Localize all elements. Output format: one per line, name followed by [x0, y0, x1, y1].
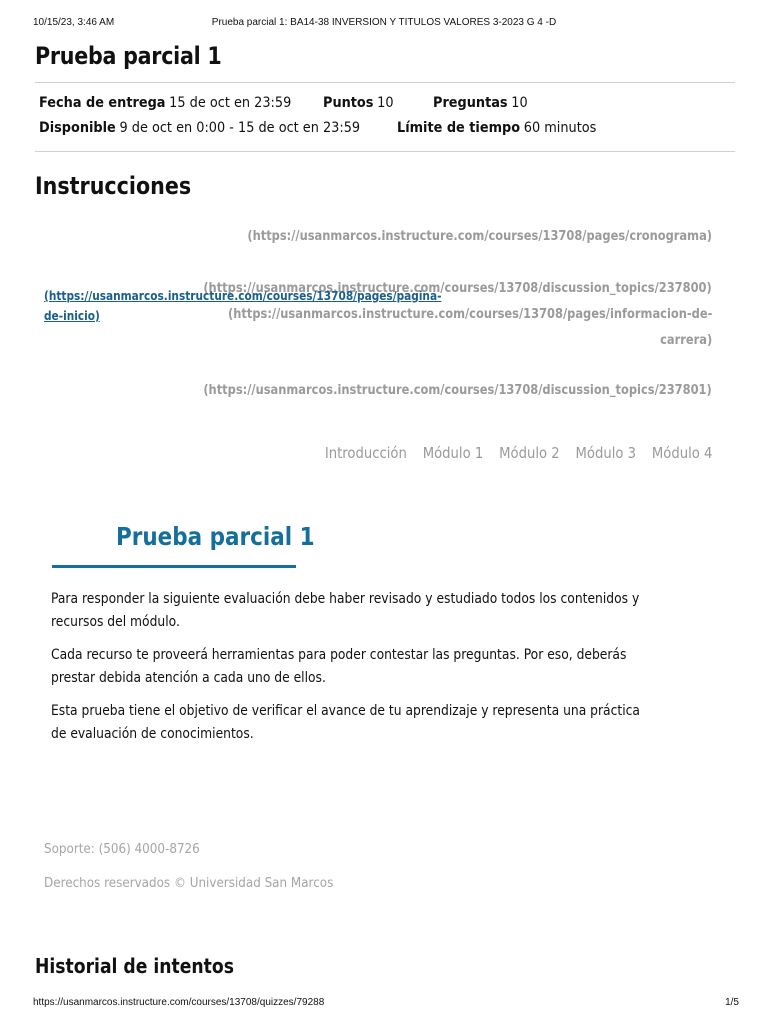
nav-modulo-1[interactable]: Módulo 1: [422, 444, 483, 462]
nav-modulo-2[interactable]: Módulo 2: [498, 444, 560, 462]
points-label: Puntos: [323, 95, 374, 111]
nav-modulo-3[interactable]: Módulo 3: [575, 444, 636, 462]
page-title: Prueba parcial 1: [35, 42, 222, 70]
time-limit-label: Límite de tiempo: [397, 120, 521, 136]
print-title: Prueba parcial 1: BA14-38 INVERSION Y TITULOS VALORES 3-2023 G 4 -D: [211, 17, 557, 28]
paragraph-2: Cada recurso te proveerá herramientas para poder contestar las preguntas. Por eso, deberás prestar debida atención a cada uno de ellos.: [51, 647, 627, 686]
questions-label: Preguntas: [433, 95, 508, 111]
divider: [35, 82, 735, 83]
due-date: [39, 95, 291, 111]
due-label: Fecha de entrega: [39, 95, 166, 111]
discussion-link-237800[interactable]: (https://usanmarcos.instructure.com/courses/13708/discussion_topics/237800): [203, 281, 712, 296]
informacion-carrera-link[interactable]: (https://usanmarcos.instructure.com/courses/13708/pages/informacion-de-: [227, 307, 712, 322]
informacion-carrera-link-cont[interactable]: carrera): [659, 333, 712, 348]
copyright: Derechos reservados © Universidad San Marcos: [44, 876, 334, 891]
nav-modulo-4[interactable]: Módulo 4: [651, 444, 712, 462]
page-number: 1/5: [725, 997, 739, 1008]
history-title: Historial de intentos: [35, 954, 234, 978]
paragraph-3: Esta prueba tiene el objetivo de verificar el avance de tu aprendizaje y representa una práctica de evaluación de conocimientos.: [51, 703, 640, 742]
nav-introduccion[interactable]: Introducción: [324, 444, 407, 462]
paragraph-1: Para responder la siguiente evaluación debe haber revisado y estudiado todos los contenidos y recursos del módulo.: [51, 591, 640, 630]
availability: [39, 120, 360, 136]
time-limit: [397, 120, 596, 136]
available-label: Disponible: [39, 120, 116, 136]
print-url: https://usanmarcos.instructure.com/courses/13708/quizzes/79288: [33, 997, 325, 1008]
print-header: [0, 17, 768, 31]
support-phone: Soporte: (506) 4000-8726: [44, 842, 200, 857]
title-underline: [52, 565, 296, 568]
pagina-inicio-link[interactable]: (https://usanmarcos.instructure.com/courses/13708/pages/pagina-de-inicio): [44, 289, 442, 323]
time-limit-value: 60 minutos: [523, 120, 597, 136]
discussion-link-237801[interactable]: (https://usanmarcos.instructure.com/courses/13708/discussion_topics/237801): [203, 383, 712, 398]
instructions-title: Instrucciones: [35, 172, 192, 200]
content-title: Prueba parcial 1: [116, 522, 315, 551]
due-value: 15 de oct en 23:59: [169, 95, 292, 111]
points-value: 10: [377, 95, 394, 111]
available-value: 9 de oct en 0:00 - 15 de oct en 23:59: [119, 120, 361, 136]
divider: [35, 151, 735, 152]
print-date: 10/15/23, 3:46 AM: [33, 17, 115, 28]
cronograma-link[interactable]: (https://usanmarcos.instructure.com/courses/13708/pages/cronograma): [247, 229, 712, 244]
questions-value: 10: [511, 95, 528, 111]
questions: [433, 95, 528, 111]
points: [323, 95, 394, 111]
module-nav: [309, 444, 712, 462]
